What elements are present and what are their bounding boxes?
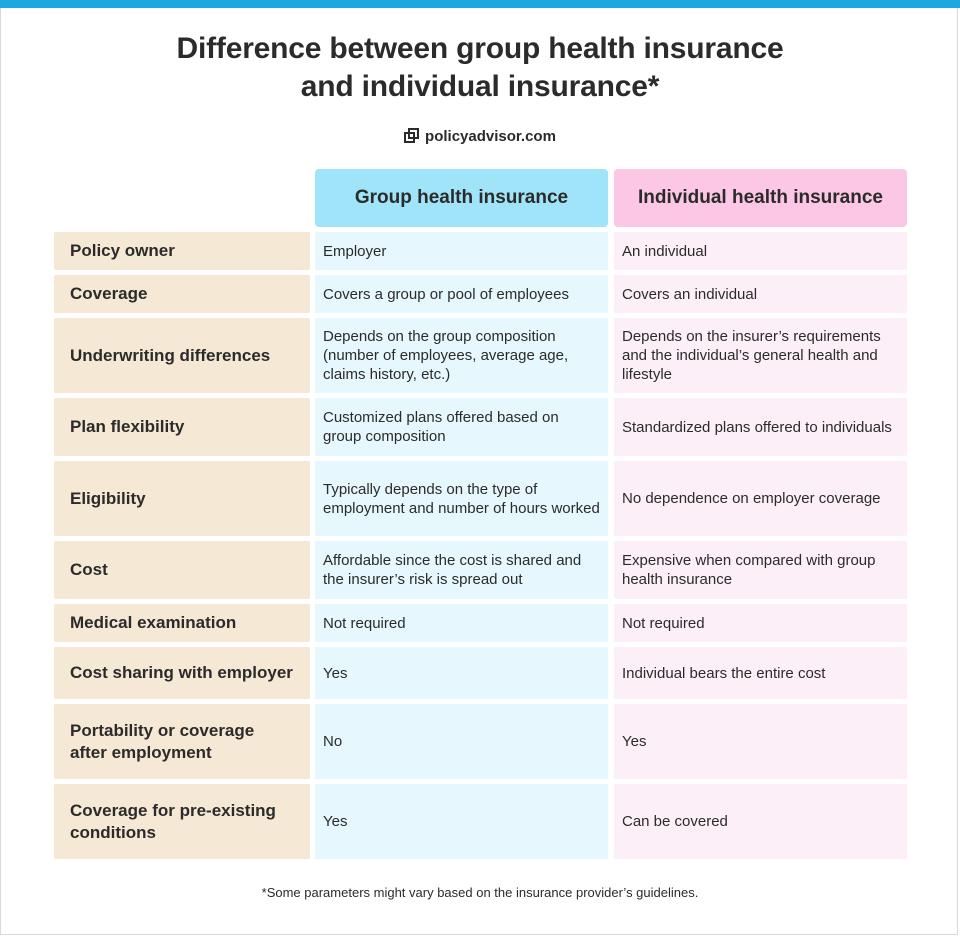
row-label: Underwriting differences — [54, 318, 310, 393]
individual-cell: Standardized plans offered to individuals — [614, 398, 907, 456]
brand — [0, 127, 960, 147]
table-row — [0, 232, 960, 270]
policyadvisor-logo-icon — [404, 128, 419, 143]
page-title — [0, 30, 960, 106]
table-row — [0, 704, 960, 779]
row-label: Policy owner — [54, 232, 310, 270]
individual-cell: Expensive when compared with group health insurance — [614, 541, 907, 599]
group-cell: Customized plans offered based on group composition — [315, 398, 608, 456]
table-row — [0, 461, 960, 536]
table-row — [0, 604, 960, 642]
individual-cell: No dependence on employer coverage — [614, 461, 907, 536]
table-row — [0, 647, 960, 699]
top-accent-bar — [0, 0, 960, 8]
header-group-health-insurance: Group health insurance — [315, 169, 608, 227]
individual-cell: Not required — [614, 604, 907, 642]
individual-cell: Individual bears the entire cost — [614, 647, 907, 699]
table-row — [0, 398, 960, 456]
row-label: Portability or coverage after employment — [54, 704, 310, 779]
group-cell: Covers a group or pool of employees — [315, 275, 608, 313]
group-cell: Yes — [315, 784, 608, 859]
group-cell: Depends on the group composition (number of employees, average age, claims history, etc.) — [315, 318, 608, 393]
group-cell: Yes — [315, 647, 608, 699]
title-line-2: and individual insurance* — [300, 70, 660, 103]
footnote: *Some parameters might vary based on the insurance provider’s guidelines. — [261, 885, 699, 900]
title-line-1: Difference between group health insurance — [176, 32, 784, 65]
individual-cell: Depends on the insurer’s requirements and the individual’s general health and lifestyle — [614, 318, 907, 393]
group-cell: No — [315, 704, 608, 779]
row-label: Medical examination — [54, 604, 310, 642]
group-cell: Not required — [315, 604, 608, 642]
header-individual-health-insurance: Individual health insurance — [614, 169, 907, 227]
row-label: Eligibility — [54, 461, 310, 536]
individual-cell: Covers an individual — [614, 275, 907, 313]
row-label: Cost — [54, 541, 310, 599]
individual-cell: Can be covered — [614, 784, 907, 859]
table-row — [0, 541, 960, 599]
group-cell: Employer — [315, 232, 608, 270]
row-label: Plan flexibility — [54, 398, 310, 456]
table-row — [0, 275, 960, 313]
row-label: Cost sharing with employer — [54, 647, 310, 699]
table-row — [0, 318, 960, 393]
individual-cell: Yes — [614, 704, 907, 779]
group-cell: Typically depends on the type of employment and number of hours worked — [315, 461, 608, 536]
table-row — [0, 784, 960, 859]
individual-cell: An individual — [614, 232, 907, 270]
row-label: Coverage — [54, 275, 310, 313]
group-cell: Affordable since the cost is shared and the insurer’s risk is spread out — [315, 541, 608, 599]
row-label: Coverage for pre-existing conditions — [54, 784, 310, 859]
brand-text: policyadvisor.com — [425, 128, 556, 145]
